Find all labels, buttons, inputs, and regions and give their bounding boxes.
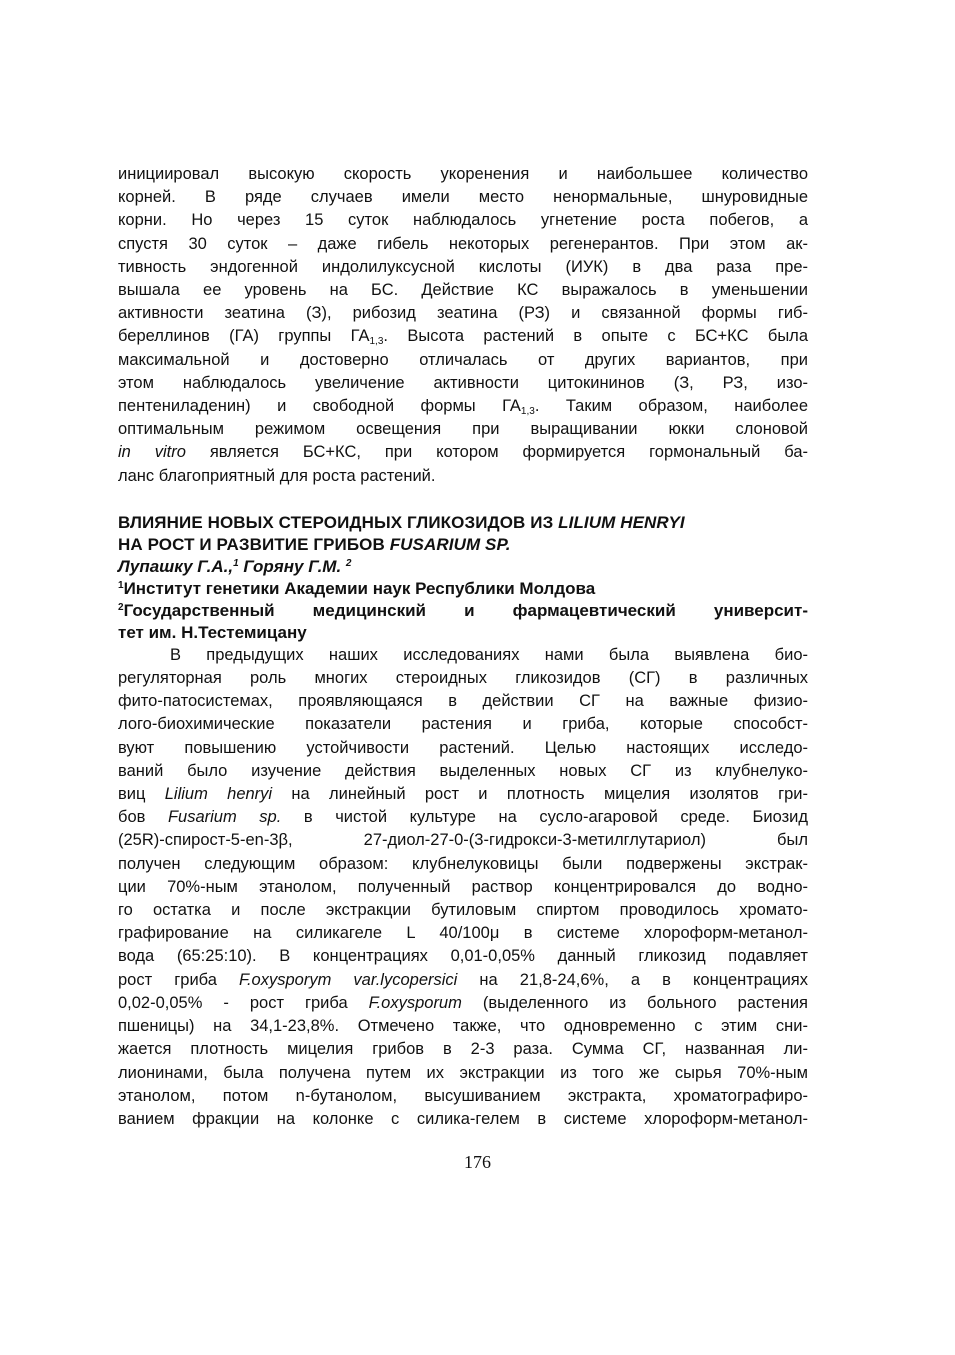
text-line: ланс благоприятный для роста растений.	[118, 466, 436, 485]
title-text: НА РОСТ И РАЗВИТИЕ ГРИБОВ	[118, 534, 390, 554]
text-line	[118, 806, 808, 829]
text-fragment: виц	[118, 785, 165, 804]
article-title	[118, 512, 808, 556]
title-line	[118, 534, 808, 556]
italic-term: Fusarium sp.	[167, 808, 282, 827]
author-affil-mark: 1	[233, 557, 239, 569]
text-line: спустя 30 суток – даже гибель некоторых регенерантов. При этом ак-	[118, 234, 808, 253]
text-line	[118, 992, 808, 1015]
text-line	[118, 395, 808, 418]
text-line: этом наблюдалось увеличение активности цитокининов (З, РЗ, изо-	[118, 373, 808, 392]
text-line: максимальной и достоверно отличалась от других вариантов, при	[118, 350, 808, 369]
paragraph-continuation	[118, 163, 808, 488]
text-line: ваний было изучение действия выделенных новых СГ из клубнелуко-	[118, 761, 808, 780]
affiliation-2-cont: тет им. Н.Тестемицану	[118, 622, 307, 642]
text-line: этанолом, потом n-бутанолом, высушиванием экстракта, хроматографиро-	[118, 1086, 808, 1105]
text-line: ции 70%-ным этанолом, полученный раствор концентрировался до водно-	[118, 877, 808, 896]
text-line: вуют повышению устойчивости растений. Целью настоящих исследо-	[118, 738, 808, 757]
italic-term: F.oxysporum	[368, 993, 462, 1012]
text-fragment: (выделенного из больного растения	[461, 993, 808, 1012]
text-line	[118, 783, 808, 806]
text-fragment: пентениладенин) и свободной формы ГА	[118, 397, 521, 416]
text-fragment: рост гриба	[118, 970, 240, 989]
text-fragment: на 21,8-24,6%, а в концентрациях	[457, 970, 808, 989]
text-fragment: бов	[118, 808, 168, 827]
text-line: оптимальным режимом освещения при выращивании юкки слоновой	[118, 420, 808, 439]
text-line: го остатка и после экстракции бутиловым спиртом проводилось хромато-	[118, 901, 808, 920]
italic-term: in vitro	[118, 443, 186, 462]
affiliation-2	[118, 600, 808, 622]
italic-term: Lilium henryi	[164, 785, 273, 804]
affil-text: Институт генетики Академии наук Республики Молдова	[123, 578, 596, 598]
affil-mark: 2	[118, 601, 124, 613]
subscript: 1,3	[520, 406, 535, 418]
page-content	[118, 163, 808, 1131]
text-fragment: 0,02-0,05% - рост гриба	[118, 993, 369, 1012]
text-line: корни. Но через 15 суток наблюдалось угнетение роста побегов, а	[118, 211, 808, 230]
author-name: Лупашку Г.А.,	[118, 556, 234, 576]
text-fragment: . Высота растений в опыте с БС+КС была	[383, 327, 808, 346]
abstract-paragraph	[118, 644, 808, 1131]
page-number: 176	[464, 1152, 491, 1172]
affil-text: Государственный медицинский и фармацевтический университ-	[123, 600, 808, 620]
title-line	[118, 512, 808, 534]
text-line: В предыдущих наших исследованиях нами была выявлена био-	[170, 645, 808, 664]
text-line: инициировал высокую скорость укоренения и наибольшее количество	[118, 165, 808, 183]
text-line: тивность эндогенной индолилуксусной кислоты (ИУК) в два раза пре-	[118, 257, 808, 276]
text-line: (25R)-спирост-5-en-3β, 27-диол-27-0-(3-гидрокси-3-метилглутариол) был	[118, 831, 808, 850]
text-line: ванием фракции на колонке с силика-гелем в системе хлороформ-метанол-	[118, 1109, 808, 1128]
text-line	[118, 325, 808, 348]
text-line: жается плотность мицелия грибов в 2-3 раза. Сумма СГ, названная ли-	[118, 1040, 808, 1059]
text-fragment: является БС+КС, при котором формируется гормональный ба-	[185, 443, 808, 462]
authors	[118, 556, 808, 578]
text-line: фито-патосистемах, проявляющаяся в действии СГ на важные физио-	[118, 692, 808, 711]
text-line: пшеницы) на 34,1-23,8%. Отмечено также, что одновременно с этим сни-	[118, 1017, 808, 1036]
text-fragment: береллинов (ГА) группы ГА	[118, 327, 370, 346]
text-line: корней. В ряде случаев имели место ненормальные, шнуровидные	[118, 188, 808, 207]
text-line: вышала ее уровень на БС. Действие КС выражалось в уменьшении	[118, 281, 808, 300]
text-line: лого-биохимические показатели растения и гриба, которые способст-	[118, 715, 808, 734]
text-fragment: на линейный рост и плотность мицелия изолятов гри-	[272, 785, 808, 804]
title-species: FUSARIUM SP.	[389, 534, 511, 554]
text-line: графирование на силикагеле L 40/100μ в системе хлороформ-метанол-	[118, 924, 808, 943]
italic-term: F.oxysporym var.lycopersici	[239, 970, 458, 989]
title-text: ВЛИЯНИЕ НОВЫХ СТЕРОИДНЫХ ГЛИКОЗИДОВ ИЗ	[118, 512, 559, 532]
subscript: 1,3	[369, 336, 384, 348]
text-line: активности зеатина (З), рибозид зеатина (РЗ) и связанной формы гиб-	[118, 304, 808, 323]
text-fragment: в чистой культуре на сусло-агаровой среде. Биозид	[281, 808, 808, 827]
affiliations	[118, 578, 808, 644]
affil-mark: 1	[118, 579, 124, 591]
title-species: LILIUM HENRYI	[558, 512, 685, 532]
author-affil-mark: 2	[345, 557, 352, 569]
text-line: регуляторная роль многих стероидных гликозидов (СГ) в различных	[118, 669, 808, 688]
text-line: лионинами, была получена путем их экстракции из того же сырья 70%-ным	[118, 1063, 808, 1082]
text-line	[118, 969, 808, 992]
text-line: вода (65:25:10). В концентрациях 0,01-0,05% данный гликозид подавляет	[118, 947, 808, 966]
author-name: Горяну Г.М.	[238, 556, 342, 576]
text-fragment: . Таким образом, наиболее	[534, 397, 808, 416]
affiliation-1	[118, 578, 808, 600]
text-line	[118, 441, 808, 464]
text-line: получен следующим образом: клубнелуковицы были подвержены экстрак-	[118, 854, 808, 873]
